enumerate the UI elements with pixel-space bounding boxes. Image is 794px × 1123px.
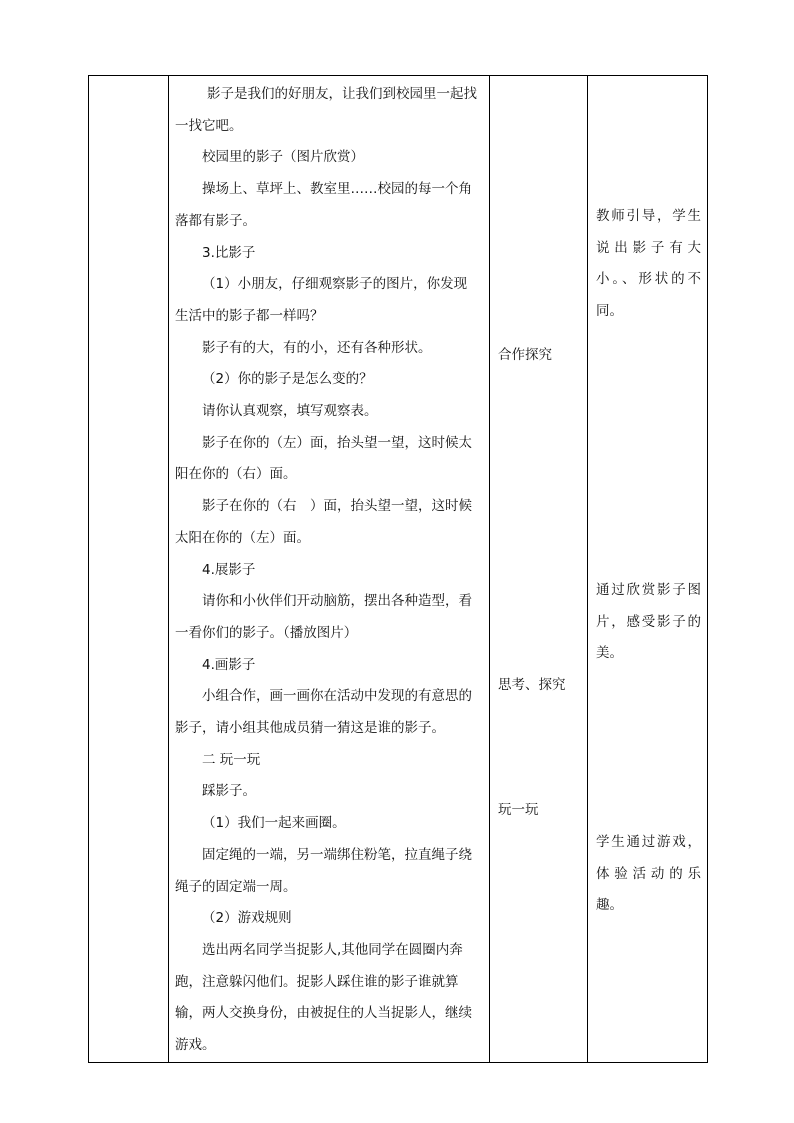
- intent-text: 教师引导，学生说出影子有大小。、形状的不同。: [596, 208, 701, 320]
- activity-content-cell: [169, 76, 490, 1063]
- content-paragraph: 踩影子。: [202, 783, 256, 800]
- method-text: 玩一玩: [498, 802, 539, 818]
- content-paragraph: 请你认真观察，填写观察表。: [202, 403, 378, 420]
- table-row: [89, 76, 708, 1063]
- content-paragraph: 影子有的大，有的小，还有各种形状。: [202, 339, 432, 356]
- content-paragraph: （2）你的影子是怎么变的？: [202, 371, 373, 388]
- content-paragraph: 操场上、草坪上、教室里……校园的每一个角落都有影子。: [175, 181, 472, 229]
- method-text: 合作探究: [498, 347, 552, 363]
- content-paragraph: 影子在你的（左）面，抬头望一望，这时候太阳在你的（右）面。: [175, 434, 472, 483]
- method-text: 思考、探究: [498, 677, 566, 693]
- content-paragraph: （2）游戏规则: [202, 910, 292, 927]
- content-paragraph: 影子在你的（右 ）面，抬头望一望，这时候太阳在你的（左）面。: [175, 498, 472, 546]
- lesson-plan-table: [88, 75, 708, 1063]
- content-paragraph: 请你和小伙伴们开动脑筋，摆出各种造型，看一看你们的影子。（播放图片）: [175, 593, 472, 641]
- content-paragraph: （1）小朋友，仔细观察影子的图片，你发现生活中的影子都一样吗？: [175, 276, 468, 324]
- intent-text: 学生通过游戏，体验活动的乐趣。: [596, 834, 701, 914]
- intent-text: 通过欣赏影子图片，感受影子的美。: [596, 582, 701, 662]
- content-heading: 二 玩一玩: [202, 751, 261, 768]
- content-paragraph: 影子是我们的好朋友，让我们到校园里一起找一找它吧。: [175, 86, 477, 134]
- stage-cell: [89, 76, 169, 1063]
- content-heading: 3.比影子: [202, 244, 256, 261]
- content-paragraph: 选出两名同学当捉影人,其他同学在圆圈内奔跑，注意躲闪他们。捉影人踩住谁的影子谁就算输，两人交换身份，由被捉住的人当捉影人，继续游戏。: [175, 941, 472, 1054]
- content-paragraph: 固定绳的一端，另一端绑住粉笔，拉直绳子绕绳子的固定端一周。: [175, 846, 472, 895]
- content-heading: 4.展影子: [202, 561, 256, 578]
- learning-method-cell: [490, 76, 588, 1063]
- content-paragraph: （1）我们一起来画圈。: [202, 815, 346, 832]
- design-intent-cell: [588, 76, 708, 1063]
- content-heading: 4.画影子: [202, 656, 256, 673]
- content-paragraph: 小组合作，画一画你在活动中发现的有意思的影子，请小组其他成员猜一猜这是谁的影子。: [175, 688, 472, 737]
- content-paragraph: 校园里的影子（图片欣赏）: [202, 149, 364, 166]
